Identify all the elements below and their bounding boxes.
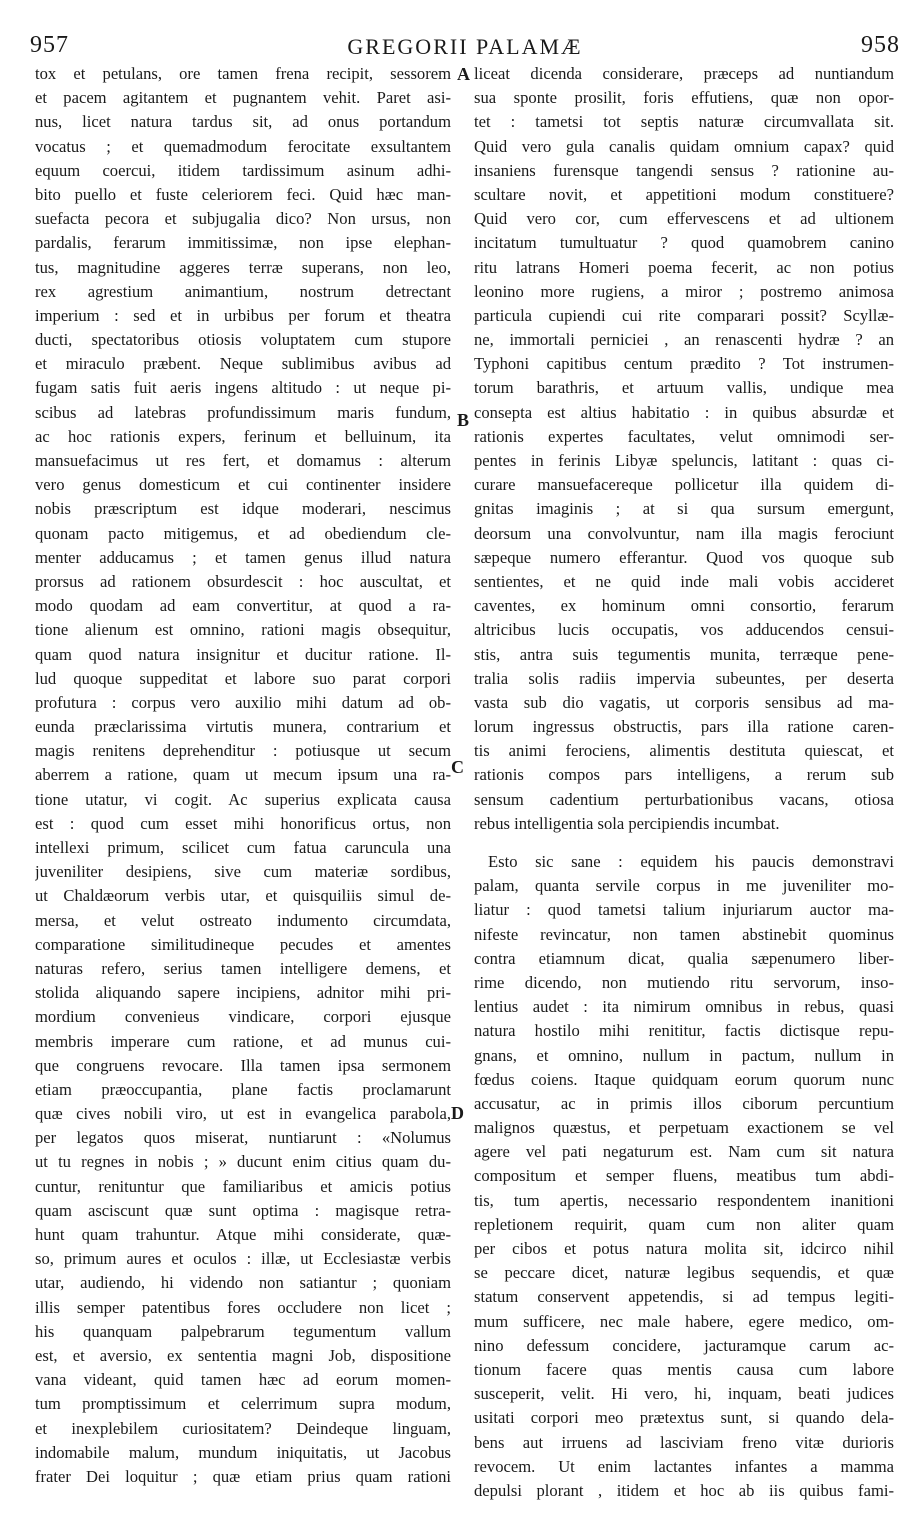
text-line: nobis præscriptum est idque moderari, nescimus <box>35 499 451 519</box>
text-line: stolida aliquando sapere incipiens, adnitor mihi pri- <box>35 983 451 1003</box>
text-line: lud quoque suppeditat et labore suo parat corpori <box>35 668 451 688</box>
text-line: quam asciscunt quæ sunt optima : magisque retra- <box>35 1200 451 1220</box>
margin-marker-b: B <box>457 410 470 430</box>
text-line: ne, immortali perniciei , an renascenti hydræ ? an <box>474 330 894 350</box>
text-line: sæpeque numero efferantur. Quod vos quoque sub <box>474 547 894 567</box>
margin-marker-d: D <box>451 1103 464 1123</box>
text-line: ritu latrans Homeri poema fecerit, ac non potius <box>474 257 894 277</box>
text-line: his quanquam palpebrarum tegumentum vallum <box>35 1321 451 1341</box>
text-line: et miraculo præbent. Neque sublimibus avibus ad <box>35 354 451 374</box>
text-line: prorsus ad rationem obsurdescit : hoc auscultat, et <box>35 571 451 591</box>
text-line: compositum et semper fluens, meatibus tum abdi- <box>474 1166 894 1186</box>
text-line: per cibos et potus natura molita sit, idcirco nihil <box>474 1239 894 1258</box>
text-line: et inexplebilem curiositatem? Deindeque linguam, <box>35 1418 451 1438</box>
text-line: per legatos quos miserat, nuntiarunt : «Nolumus <box>35 1128 451 1148</box>
text-line: palam, quanta servile corpus in me juveniliter mo- <box>474 876 894 896</box>
text-line: contra etiamnum dicat, qualia sæpenumero liber- <box>474 948 894 968</box>
text-line: ac hoc rationis expers, ferinum et belluinum, ita <box>35 426 451 446</box>
margin-marker-c: C <box>451 757 464 777</box>
text-line: malignos quæstus, et perpetuam exactionem se vel <box>474 1118 894 1138</box>
text-line: tum promptissimum et celerrimum supra modum, <box>35 1394 451 1414</box>
text-line: tione alienum est omnino, rationi magis obsequitur, <box>35 620 451 640</box>
text-line: cuntur, renituntur que familiaribus et amicis potius <box>35 1176 451 1196</box>
text-line: insaniens furensque tangendi sensus ? rationine au- <box>474 160 894 180</box>
text-line: ut Chaldæorum verbis utar, et quisquiliis simul de- <box>35 886 451 906</box>
text-line: Quid vero cor, cum effervescens et ad ultionem <box>474 209 894 229</box>
text-line: pardalis, ferarum immitissimæ, non ipse elephan- <box>35 233 451 253</box>
right-paragraph-1 <box>474 62 894 836</box>
text-line: sentientes, et ne quid inde mali vobis accideret <box>474 571 894 591</box>
text-line: gnans, et omnino, nullum in pactum, nullum in <box>474 1045 894 1065</box>
text-line: mersa, et velut ostreato indumento circumdata, <box>35 910 451 930</box>
text-line: susceperit, velit. Hi vero, hi, inquam, beati judices <box>474 1384 894 1404</box>
text-line: ducti, spectatoribus otiosis voluptatem cum stupore <box>35 330 451 350</box>
text-line: liatur : quod tametsi talium injuriarum auctor ma- <box>474 900 894 920</box>
text-line: intellexi primum, scilicet cum fatua caruncula una <box>35 838 451 857</box>
text-line: hunt quam trahuntur. Atque mihi considerate, quæ- <box>35 1225 451 1244</box>
text-line: incitatum tumultuatur ? quod quamobrem canino <box>474 233 894 253</box>
text-line: caventes, ex hominum omni consortio, ferarum <box>474 596 894 616</box>
text-line: usitati corpori meo prætextus sunt, si quando dela- <box>474 1408 894 1428</box>
text-line: Typhoni capitibus centum prædito ? Tot instrumen- <box>474 354 894 374</box>
text-line: tione utatur, vi cogit. Ac superius explicata causa <box>35 789 451 809</box>
text-line: revocem. Ut enim lactantes infantes a mamma <box>474 1456 894 1476</box>
running-title: GREGORII PALAMÆ <box>347 34 583 59</box>
text-line: stis, antra suis tegumentis munita, terræque pene- <box>474 644 894 664</box>
text-line: ut tu regnes in nobis ; » ducunt enim citius quam du- <box>35 1152 451 1172</box>
text-line: fugam satis fuit aeris ingens altitudo : ut neque pi- <box>35 378 451 398</box>
text-line: imperium : sed et in urbibus per forum et theatra <box>35 305 451 325</box>
right-column <box>474 62 894 1503</box>
text-line: bito puello et fuste celeriorem feci. Quid hæc man- <box>35 184 451 204</box>
text-line: consepta est altius habitatio : in quibus absurdæ et <box>474 402 894 422</box>
page-number-right: 958 <box>861 32 900 58</box>
page-number-left: 957 <box>30 32 69 58</box>
text-line: accusatur, ac in primis illos ciborum percuntium <box>474 1093 894 1113</box>
left-column <box>35 62 451 1489</box>
text-line: juveniliter desipiens, sive cum materiæ sordibus, <box>35 862 451 882</box>
text-line: so, primum aures et oculos : illæ, ut Ecclesiastæ verbis <box>35 1249 451 1269</box>
text-line: agere vel pati negaturum est. Nam cum sit natura <box>474 1142 894 1162</box>
text-line: Esto sic sane : equidem his paucis demonstravi <box>488 852 894 871</box>
right-paragraph-2 <box>474 850 894 1503</box>
text-line: quam quod natura insignitur et ducitur ratione. Il- <box>35 644 451 664</box>
text-line: membris imperare cum ratione, et ad munus cui- <box>35 1031 451 1051</box>
text-line: menter adducamus ; et tamen genus illud natura <box>35 547 451 567</box>
text-line: nus, licet natura tardus sit, ad onus portandum <box>35 112 451 132</box>
text-line: altricibus lucis occupatis, vos adducendos censui- <box>474 620 894 640</box>
text-line: sensum cadentium perturbationibus vacans, otiosa <box>474 789 894 809</box>
text-line: pentes in ferinis Libyæ speluncis, latitant : quas ci- <box>474 451 894 470</box>
text-line: scultare novit, et appetitioni modum constituere? <box>474 184 894 204</box>
text-line: eunda præclarissima virtutis munera, contrarium et <box>35 717 451 737</box>
text-line: sua sponte prosilit, foris effutiens, quæ non opor- <box>474 88 894 108</box>
text-line: naturas refero, serius tamen intelligere demens, et <box>35 958 451 978</box>
text-line: tis, tum apertis, necessario respondentem inanitioni <box>474 1190 894 1210</box>
text-line: curare mansuefacereque pollicetur illa quidem di- <box>474 475 894 495</box>
text-line: tionum facere quas mentis causa cum labore <box>474 1359 894 1379</box>
text-line: suefacta pecora et subjugalia dico? Non ursus, non <box>35 209 451 229</box>
text-line: nino defessum concidere, jacturamque carum ac- <box>474 1335 894 1355</box>
text-line: scibus ad latebras profundissimum maris fundum, <box>35 402 451 422</box>
text-line: rime dicendo, non mutiendo ritu servorum, inso- <box>474 972 894 992</box>
text-line: natura hostilo mihi renititur, factis dictisque repu- <box>474 1021 894 1041</box>
text-line: se peccare dicet, naturæ legibus sequendis, et quæ <box>474 1263 894 1283</box>
text-line: vasta sub dio vagatis, ut corporis sensibus ad ma- <box>474 692 894 712</box>
text-line: est : quod cum esset mihi honorificus ortus, non <box>35 813 451 833</box>
paragraph-gap <box>474 836 894 850</box>
text-line: rex agrestium animantium, nostrum detrectant <box>35 281 451 301</box>
text-line: fœdus coiens. Itaque quidquam eorum quorum nunc <box>474 1069 894 1089</box>
text-line: mum sufficere, nec male habere, egere medico, om- <box>474 1311 894 1331</box>
text-line: vero genus domesticum et cui continenter insidere <box>35 475 451 495</box>
text-line: tus, magnitudine aggeres terræ superans, non leo, <box>35 257 451 277</box>
text-line: nifeste revincatur, non tamen abstinebit quominus <box>474 924 894 944</box>
text-line: tralia solis radiis impervia subeuntes, per deserta <box>474 668 894 688</box>
page-header <box>30 32 900 62</box>
text-line: tet : tametsi tot septis naturæ circumvallata sit. <box>474 112 894 132</box>
text-line: bens aut irruens ad lasciviam freno vitæ durioris <box>474 1432 894 1452</box>
text-line: equum coercui, itidem tardissimum asinum adhi- <box>35 160 451 180</box>
text-line: repletionem requirit, quam cum non aliter quam <box>474 1214 894 1234</box>
text-line: etiam præoccupantia, plane factis proclamarunt <box>35 1079 451 1099</box>
text-line: magis renitens deprehenditur : potiusque ut secum <box>35 741 451 761</box>
text-line: statum conservent appetendis, si ad tempus legiti- <box>474 1287 894 1307</box>
margin-marker-a: A <box>457 64 470 84</box>
text-line: rebus intelligentia sola percipiendis incumbat. <box>474 813 780 833</box>
text-line: torum barathris, et artuum vallis, undique mea <box>474 378 894 398</box>
text-line: que congruens revocare. Illa tamen ipsa sermonem <box>35 1055 451 1075</box>
text-line: Quid vero gula canalis quidam omnium capax? quid <box>474 136 894 156</box>
text-line: indomabile malum, mundum iniquitatis, ut Jacobus <box>35 1442 451 1462</box>
text-line: vana videant, quid tamen hæc ad eorum momen- <box>35 1370 451 1390</box>
text-line: tis animi ferociens, alimentis destituta quiescat, et <box>474 741 894 761</box>
text-line: mansuefacimus ut res fert, et domamus : alterum <box>35 451 451 470</box>
text-line: utar, audiendo, hi videndo non satiantur ; quoniam <box>35 1273 451 1293</box>
text-line: et pacem agitantem et pugnantem vehit. Paret asi- <box>35 88 451 108</box>
text-line: mordium convenieus vindicare, corpori ejusque <box>35 1007 451 1027</box>
text-line: rationis compos pars intelligens, a rerum sub <box>474 765 894 785</box>
text-line: vocatus ; et quemadmodum ferocitate exsultantem <box>35 136 451 156</box>
text-line: est, et aversio, ex sententia magni Job, dispositione <box>35 1345 451 1365</box>
text-line: frater Dei loquitur ; quæ etiam prius quam rationi <box>35 1466 451 1486</box>
text-line: particula cupiendi cui rite comparari possit? Scyllæ- <box>474 305 894 325</box>
text-line: deorsum una convolvuntur, nam illa magis ferociunt <box>474 523 894 543</box>
text-line: rationis expertes facultates, velut omnimodi ser- <box>474 426 894 446</box>
text-line: lentius audet : ita nimirum omnibus in rebus, quasi <box>474 997 894 1017</box>
text-line: comparatione similitudineque pecudes et amentes <box>35 934 451 954</box>
text-line: quæ cives nobili viro, ut est in evangelica parabola, <box>35 1104 451 1124</box>
text-line: illis semper patentibus fores occludere non licet ; <box>35 1297 451 1317</box>
text-line: leonino more rugiens, a miror ; postremo animosa <box>474 281 894 301</box>
text-line: quonam pacto mitigemus, et ad obediendum cle- <box>35 523 451 543</box>
text-line: tox et petulans, ore tamen frena recipit, sessorem <box>35 64 451 83</box>
text-line: liceat dicenda considerare, præceps ad nuntiandum <box>474 64 894 83</box>
text-line: aberrem a ratione, quam ut mecum ipsum una ra- <box>35 765 451 785</box>
text-line: modo quodam ad eam convertitur, at quod a ra- <box>35 596 451 616</box>
text-line: profutura : corpus vero auxilio mihi datum ad ob- <box>35 692 451 712</box>
text-line: depulsi plorant , itidem et hoc ab iis quibus fami- <box>474 1480 894 1500</box>
text-line: lorum ingressus obstructis, pars illa ratione caren- <box>474 717 894 737</box>
text-line: gnitas imaginis ; at si qua sursum emergunt, <box>474 499 894 519</box>
